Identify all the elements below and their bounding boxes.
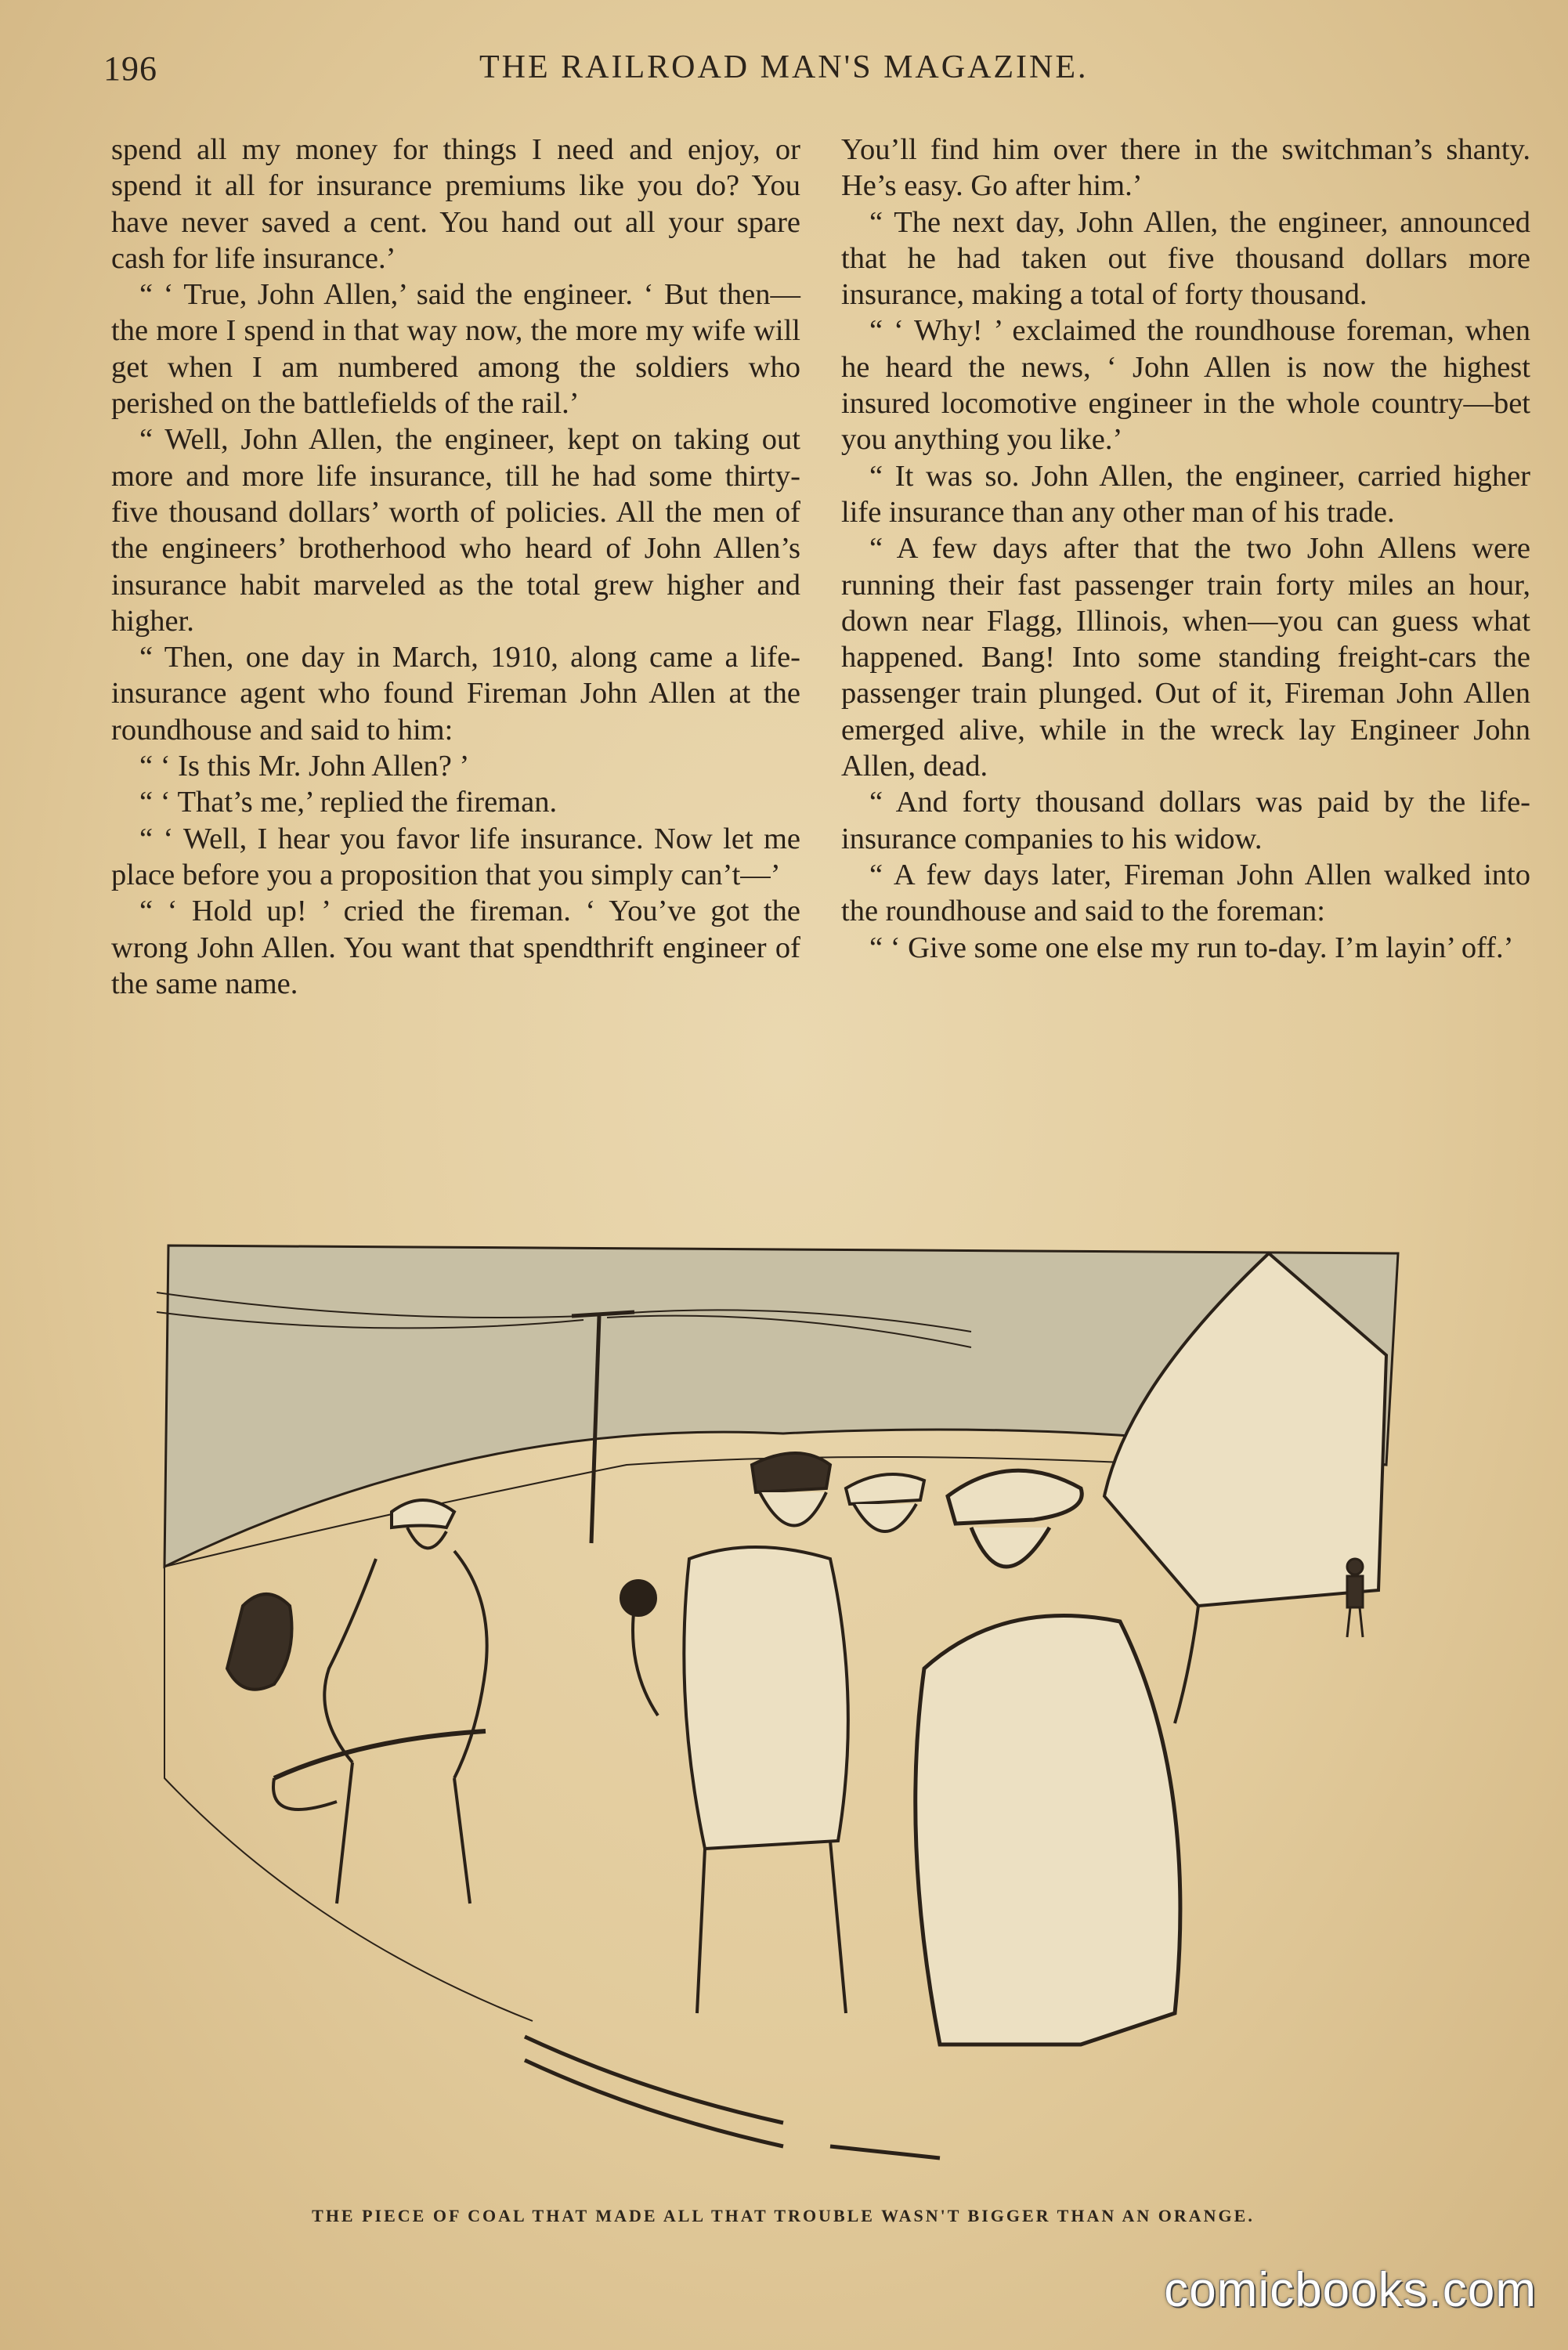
- paragraph: spend all my money for things I need and enjoy, or spend it all for insurance premiums like you do? You have never saved a cent. You hand out all your spare cash for life insurance.’: [111, 133, 800, 275]
- text-column-left: [111, 132, 800, 1002]
- paragraph: “ A few days after that the two John Allens were running their fast passenger train forty miles an hour, down near Flagg, Illinois, when—you can guess what happened. Bang! Into some standing freight-cars the passenger train plunged. Out of it, Fireman John Allen emerged alive, while in the wreck lay Engineer John Allen, dead.: [841, 532, 1530, 783]
- text-column-right: [841, 132, 1530, 966]
- watermark: comicbooks.com: [1164, 2263, 1537, 2317]
- running-title: THE RAILROAD MAN'S MAGAZINE.: [479, 49, 1089, 85]
- crouching-figure: [227, 1594, 292, 1690]
- paragraph: “ It was so. John Allen, the engineer, carried higher life insurance than any other man of his trade.: [841, 459, 1530, 529]
- paragraph: “ ‘ Why! ’ exclaimed the roundhouse foreman, when he heard the news, ‘ John Allen is now the highest insured locomotive engineer in the whole country—bet you anything you like.’: [841, 314, 1530, 457]
- paragraph: “ Well, John Allen, the engineer, kept on taking out more and more life insurance, till he had some thirty-five thousand dollars’ worth of policies. All the men of the engineers’ brotherhood who heard of John Allen’s insurance habit marveled as the total grew higher and higher.: [111, 423, 800, 638]
- paragraph: “ ‘ That’s me,’ replied the fireman.: [139, 786, 558, 819]
- page-number: 196: [103, 49, 157, 88]
- illustration: [157, 1230, 1410, 2193]
- illustration-caption: THE PIECE OF COAL THAT MADE ALL THAT TROUBLE WASN'T BIGGER THAN AN ORANGE.: [312, 2206, 1255, 2225]
- paragraph: “ ‘ Is this Mr. John Allen? ’: [139, 750, 470, 783]
- distant-figure: [1347, 1559, 1363, 1637]
- shoveler-figure: [273, 1500, 487, 1904]
- foreman-figure: [916, 1470, 1180, 2044]
- paragraph: “ ‘ Hold up! ’ cried the fireman. ‘ You’ve got the wrong John Allen. You want that spendthrift engineer of the same name.: [111, 895, 800, 1000]
- paragraph: “ And forty thousand dollars was paid by the life-insurance companies to his widow.: [841, 786, 1530, 855]
- paragraph: “ ‘ True, John Allen,’ said the engineer. ‘ But then—the more I spend in that way now, the more my wife will get when I am numbered among the soldiers who perished on the battlefields of the rail.’: [111, 278, 800, 421]
- page-header: [103, 49, 1537, 96]
- paragraph: “ A few days later, Fireman John Allen walked into the roundhouse and said to the foreman:: [841, 858, 1530, 928]
- illustration-drawing: [157, 1230, 1410, 2193]
- paragraph: You’ll find him over there in the switchman’s shanty. He’s easy. Go after him.’: [841, 133, 1530, 203]
- paragraph: “ Then, one day in March, 1910, along came a life-insurance agent who found Fireman John Allen at the roundhouse and said to him:: [111, 641, 800, 747]
- paragraph: “ ‘ Well, I hear you favor life insurance. Now let me place before you a proposition that you simply can’t—’: [111, 822, 800, 891]
- cap-man-figure: [846, 1474, 924, 1531]
- rails: [525, 2037, 940, 2158]
- paragraph: “ ‘ Give some one else my run to-day. I’m layin’ off.’: [869, 931, 1514, 964]
- paragraph: “ The next day, John Allen, the engineer, announced that he had taken out five thousand dollars more insurance, making a total of forty thousand.: [841, 205, 1530, 312]
- fireman-figure: [621, 1453, 848, 2013]
